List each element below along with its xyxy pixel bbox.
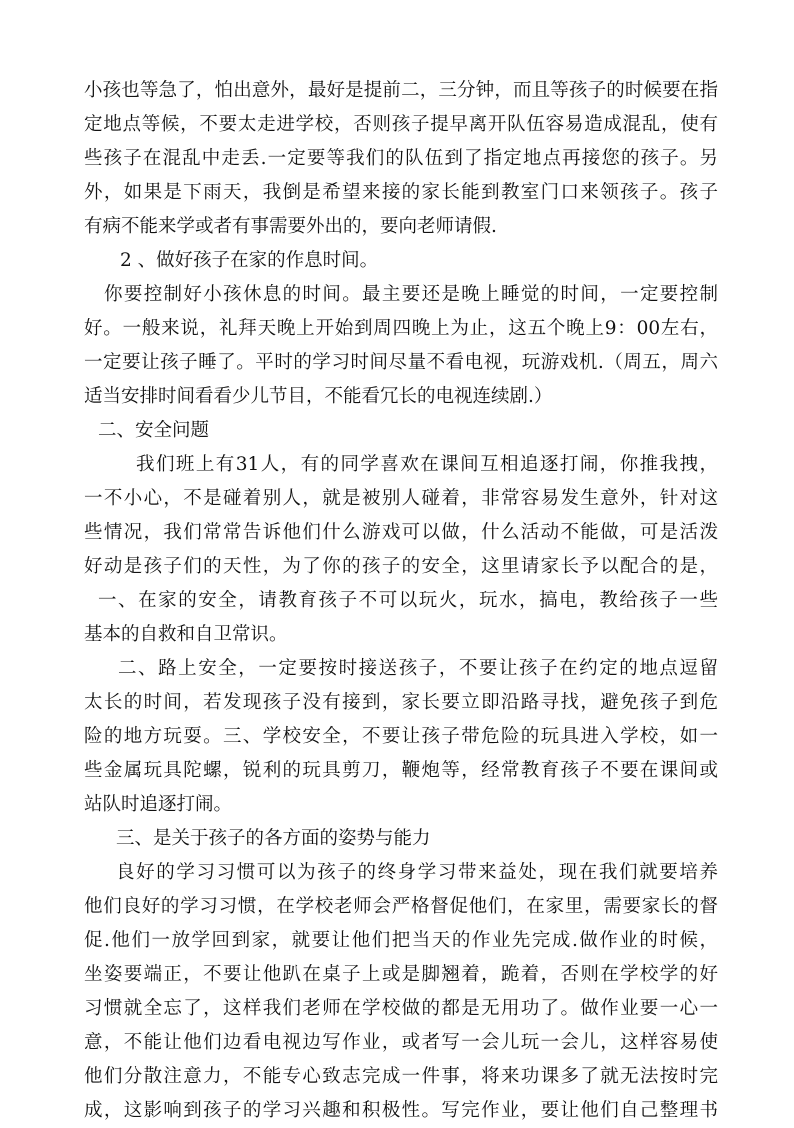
text-line: 些情况，我们常常告诉他们什么游戏可以做，什么活动不能做，可是活泼 [84,522,718,543]
text-line: 基本的自救和自卫常识。 [84,624,288,645]
section-heading: 二、安全问题 [98,420,210,441]
text-line: 一、在家的安全，请教育孩子不可以玩火，玩水，搞电，教给孩子一些 [98,590,718,611]
document-body [84,74,718,1128]
text-line: 适当安排时间看看少儿节目，不能看冗长的电视连续剧.） [84,386,553,407]
text-line: 他们良好的学习习惯，在学校老师会严格督促他们，在家里，需要家长的督 [84,896,718,917]
text-line: 坐姿要端正，不要让他趴在桌子上或是脚翘着，跪着，否则在学校学的好 [84,964,718,985]
text-line: 良好的学习习惯可以为孩子的终身学习带来益处，现在我们就要培养 [116,862,718,883]
text-line: 小孩也等急了，怕出意外，最好是提前二，三分钟，而且等孩子的时候要在指 [84,80,718,101]
text-line: 好动是孩子们的天性，为了你的孩子的安全，这里请家长予以配合的是， [84,556,718,577]
text-line: 有病不能来学或者有事需要外出的，要向老师请假. [84,216,497,237]
text-line: 站队时追逐打闹。 [84,794,233,815]
section-heading: 2 、做好孩子在家的作息时间。 [120,250,379,271]
text-line: 好。一般来说，礼拜天晚上开始到周四晚上为止，这五个晚上9：00左右， [84,318,718,339]
text-line: 成，这影响到孩子的学习兴趣和积极性。写完作业，要让他们自己整理书 [84,1100,718,1121]
text-line: 我们班上有31人，有的同学喜欢在课间互相追逐打闹，你推我拽， [136,454,718,475]
text-line: 一定要让孩子睡了。平时的学习时间尽量不看电视，玩游戏机.（周五，周六 [84,352,718,373]
text-line: 太长的时间，若发现孩子没有接到，家长要立即沿路寻找，避免孩子到危 [84,692,718,713]
text-line: 促.他们一放学回到家，就要让他们把当天的作业先完成.做作业的时候， [84,930,718,951]
text-line: 习惯就全忘了，这样我们老师在学校做的都是无用功了。做作业要一心一 [84,998,718,1019]
text-line: 二、路上安全，一定要按时接送孩子，不要让孩子在约定的地点逗留 [118,658,718,679]
text-line: 他们分散注意力，不能专心致志完成一件事，将来功课多了就无法按时完 [84,1066,718,1087]
text-line: 些金属玩具陀螺，锐利的玩具剪刀，鞭炮等，经常教育孩子不要在课间或 [84,760,718,781]
text-line: 定地点等候，不要太走进学校，否则孩子提早离开队伍容易造成混乱，使有 [84,114,718,135]
text-line: 意，不能让他们边看电视边写作业，或者写一会儿玩一会儿，这样容易使 [84,1032,718,1053]
text-line: 你要控制好小孩休息的时间。最主要还是晚上睡觉的时间，一定要控制 [104,284,718,305]
section-heading: 三、是关于孩子的各方面的姿势与能力 [116,828,431,849]
text-line: 外，如果是下雨天，我倒是希望来接的家长能到教室门口来领孩子。孩子 [84,182,718,203]
text-line: 险的地方玩耍。三、学校安全，不要让孩子带危险的玩具进入学校，如一 [84,726,718,747]
text-line: 一不小心，不是碰着别人，就是被别人碰着，非常容易发生意外，针对这 [84,488,718,509]
text-line: 些孩子在混乱中走丢.一定要等我们的队伍到了指定地点再接您的孩子。另 [84,148,718,169]
